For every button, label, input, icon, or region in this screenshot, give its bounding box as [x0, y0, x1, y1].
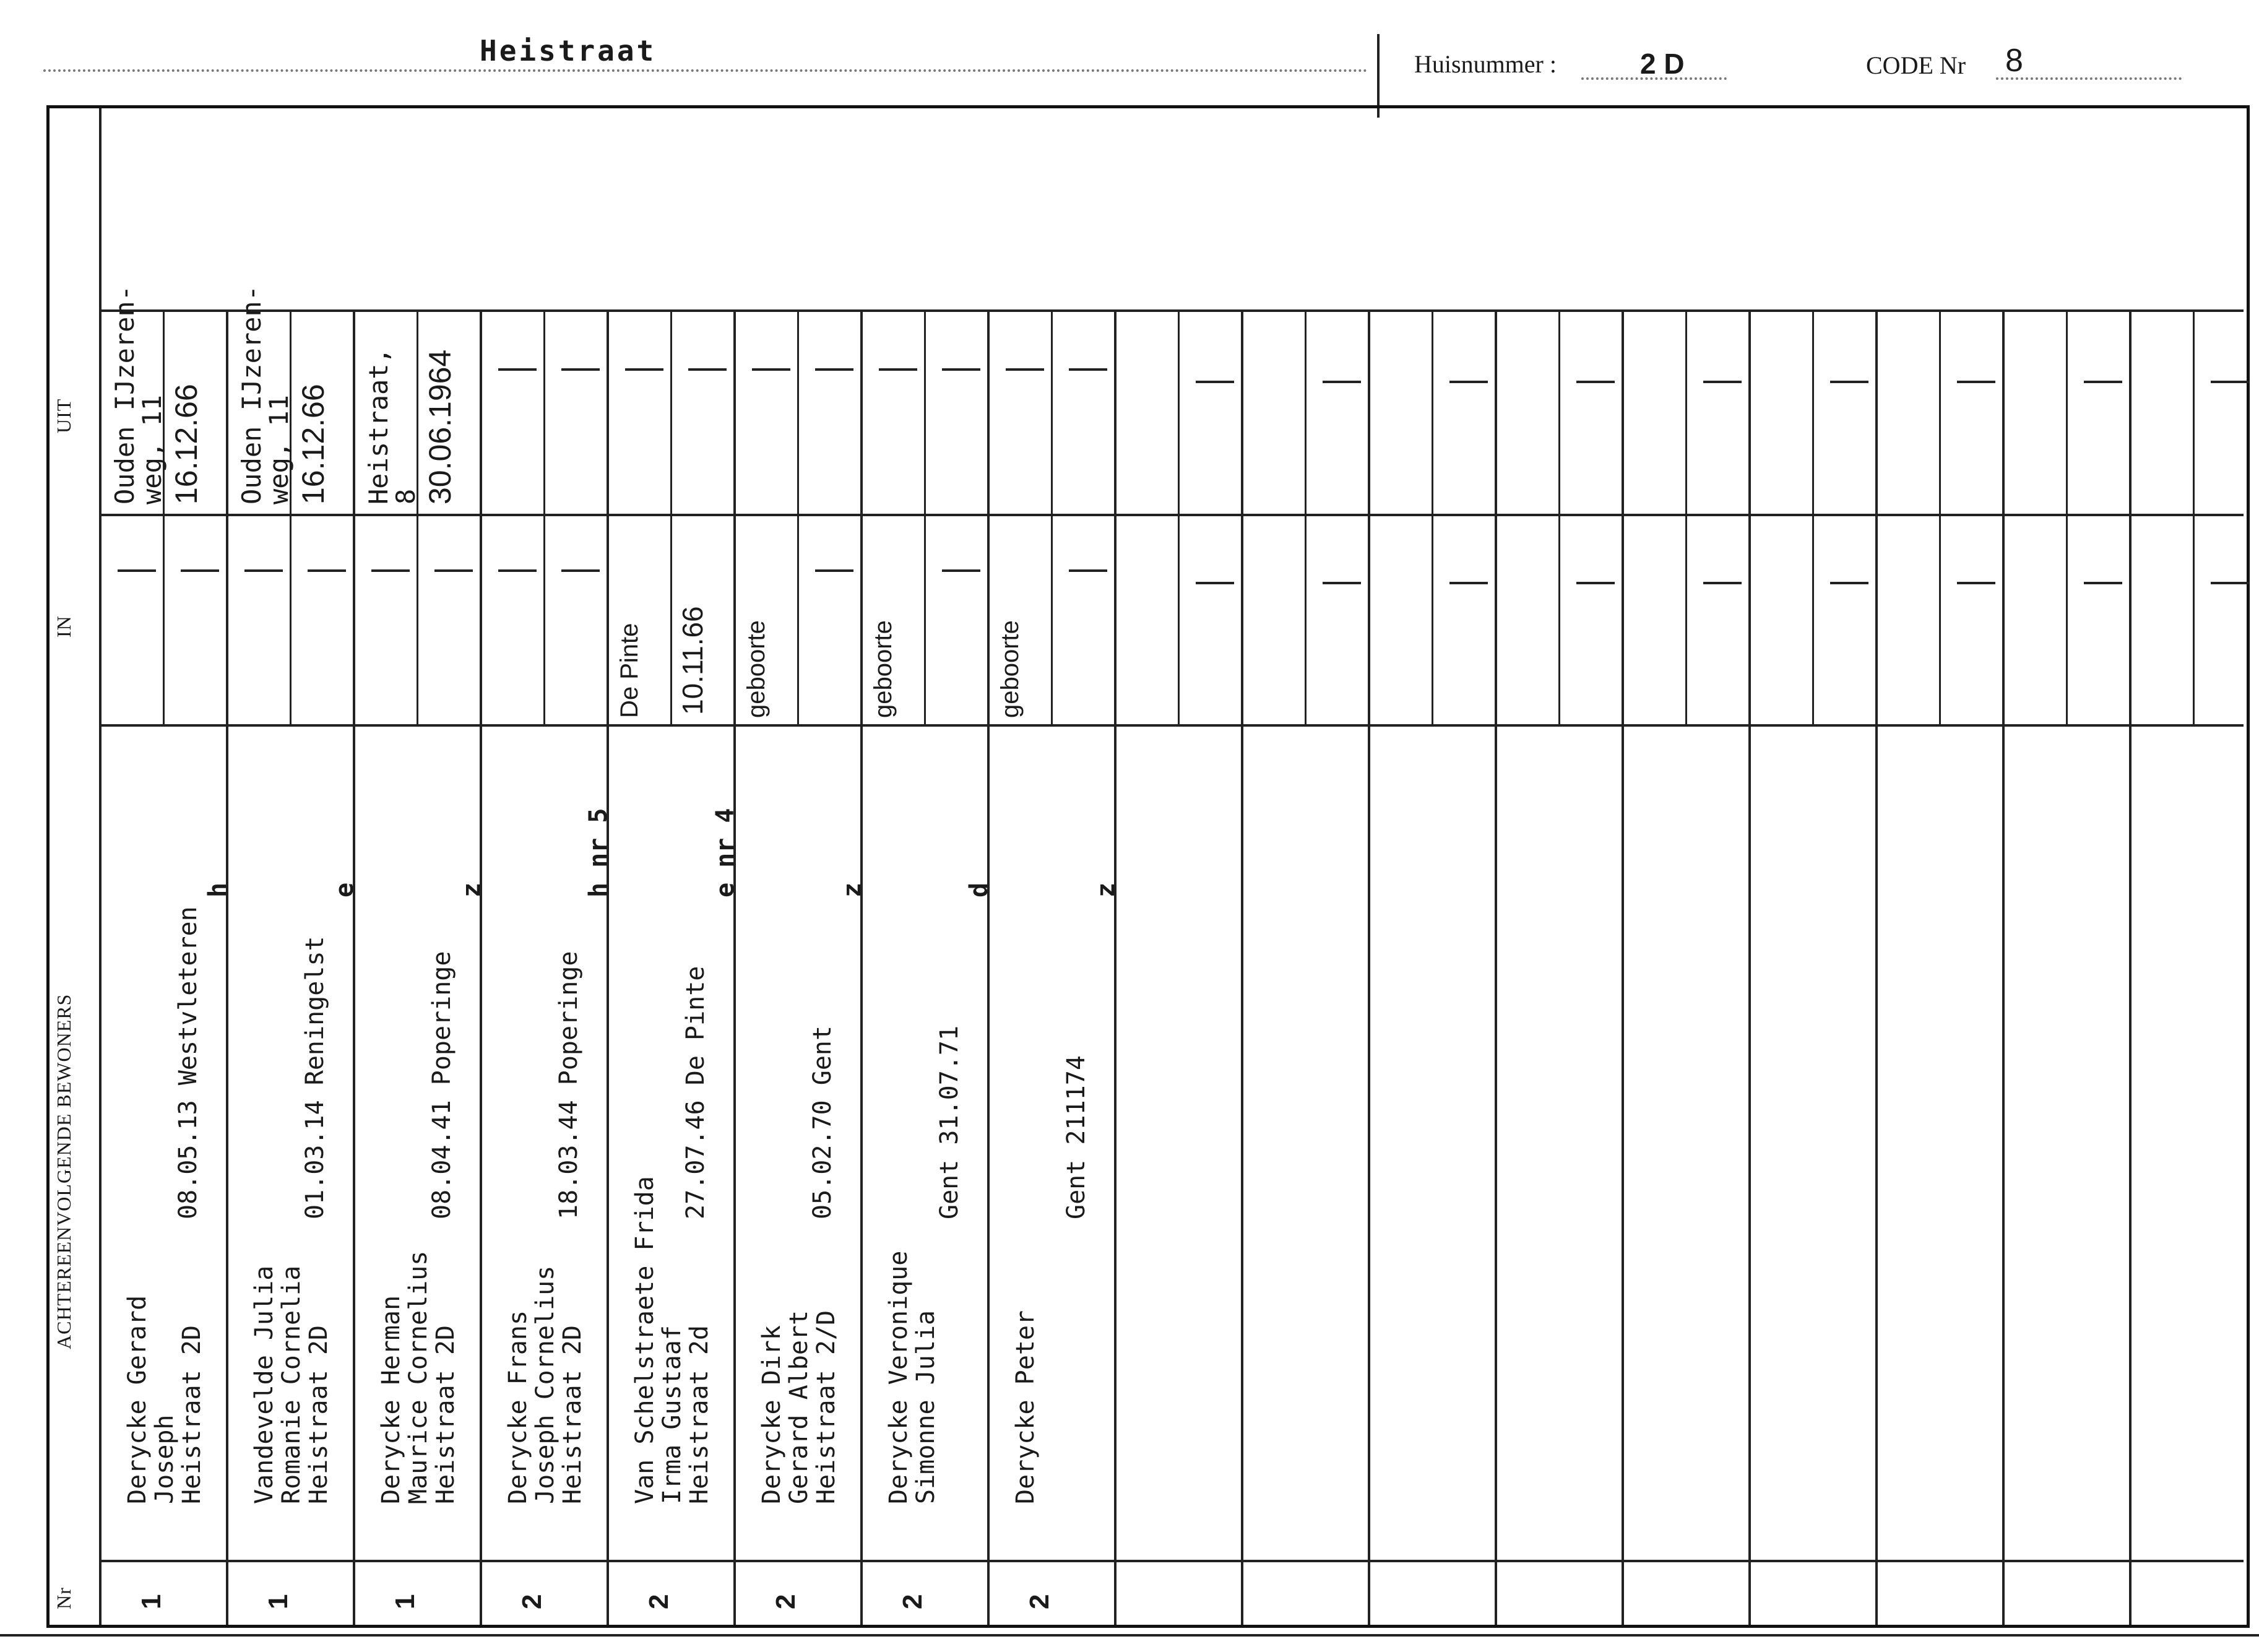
entry-in-place: geboorte: [996, 620, 1024, 718]
entry-in-place: De Pinte: [616, 623, 643, 718]
column-header-in: IN: [53, 615, 75, 638]
entry-in-dash: [561, 569, 600, 572]
section-line-in-bewoners: [99, 724, 2244, 727]
entry-birth: 18.03.44 Poperinge: [555, 951, 583, 1219]
column-divider: [860, 309, 863, 1625]
entry-birth: 01.03.14 Reningelst: [301, 936, 329, 1219]
empty-in-dash: [1576, 582, 1615, 584]
empty-uit-dash: [1576, 381, 1615, 383]
entry-relation: h: [204, 882, 232, 897]
empty-uit-dash: [1703, 381, 1742, 383]
empty-in-dash: [1830, 582, 1868, 584]
entry-birth: 27.07.46 De Pinte: [681, 966, 710, 1219]
entry-uit-dash: [1069, 368, 1107, 371]
entry-in-dash: [244, 569, 283, 572]
entry-birth: 08.04.41 Poperinge: [428, 951, 456, 1219]
empty-in-dash: [1957, 582, 1995, 584]
entry-birth: Gent 211174: [1062, 1055, 1091, 1219]
column-header-nr: Nr: [53, 1587, 75, 1609]
entry-uit-place: Ouden IJzeren- weg, 11: [236, 285, 294, 504]
column-divider: [1748, 309, 1751, 1625]
entry-uit-dash: [688, 368, 727, 371]
column-divider: [1495, 309, 1497, 1625]
entry-number: 1: [390, 1594, 420, 1609]
half-column-divider: [1558, 309, 1560, 724]
code-value: 8: [2005, 43, 2023, 79]
entry-number: 2: [517, 1594, 547, 1609]
half-column-divider: [1812, 309, 1814, 724]
entry-relation: z: [838, 882, 866, 897]
entry-uit-dash: [752, 368, 790, 371]
entry-number: 2: [771, 1594, 801, 1609]
entry-number: 2: [1024, 1594, 1055, 1609]
entry-uit-place: Heistraat, 8: [363, 348, 421, 504]
entry-in-place: geboorte: [743, 620, 770, 718]
entry-birth: 08.05.13 Westvleteren: [174, 906, 202, 1219]
column-header-bewoners: ACHTEREENVOLGENDE BEWONERS: [53, 993, 75, 1349]
entry-relation: z: [457, 882, 486, 897]
empty-uit-dash: [1449, 381, 1488, 383]
entry-birth: 05.02.70 Gent: [808, 1025, 837, 1219]
entry-name: Van Schelstraete Frida Irma Gustaaf Heistraat 2d: [631, 1176, 714, 1504]
half-column-divider: [1051, 309, 1053, 724]
header-column-divider: [99, 108, 102, 1625]
entry-uit-dash: [815, 368, 853, 371]
section-line-uit-in: [99, 514, 2244, 516]
empty-uit-dash: [1196, 381, 1234, 383]
huisnummer-value: 2 D: [1640, 48, 1685, 80]
empty-uit-dash: [2211, 381, 2249, 383]
entry-in-dash: [371, 569, 410, 572]
street-underline: [43, 69, 1368, 72]
column-divider: [733, 309, 736, 1625]
entry-name: Derycke Veronique Simonne Julia: [884, 1250, 940, 1504]
entry-name: Derycke Herman Maurice Cornelius Heistraat 2D: [377, 1250, 460, 1504]
column-divider: [480, 309, 482, 1625]
entry-in-dash: [308, 569, 346, 572]
entry-uit-date: 30.06.1964: [423, 349, 457, 504]
half-column-divider: [1685, 309, 1687, 724]
column-divider: [1241, 309, 1243, 1625]
half-column-divider: [670, 309, 672, 724]
entry-in-dash: [1069, 569, 1107, 572]
entry-name: Derycke Gerard Joseph Heistraat 2D: [123, 1295, 206, 1504]
entry-birth: Gent 31.07.71: [935, 1025, 964, 1219]
entry-in-dash: [498, 569, 537, 572]
entry-uit-dash: [625, 368, 663, 371]
half-column-divider: [1305, 309, 1307, 724]
entry-name: Derycke Frans Joseph Cornelius Heistraat 2D: [504, 1265, 587, 1504]
column-divider: [1875, 309, 1878, 1625]
half-column-divider: [2066, 309, 2068, 724]
half-column-divider: [1432, 309, 1433, 724]
empty-in-dash: [2084, 582, 2122, 584]
half-column-divider: [1939, 309, 1941, 724]
empty-in-dash: [1449, 582, 1488, 584]
column-header-uit: UIT: [53, 398, 75, 433]
entry-relation: d: [965, 882, 993, 897]
code-underline: [1996, 77, 2182, 80]
section-line-bewoners-nr: [99, 1560, 2244, 1562]
empty-in-dash: [1196, 582, 1234, 584]
entry-uit-date: 16.12.66: [169, 384, 204, 504]
empty-uit-dash: [2084, 381, 2122, 383]
entry-in-dash: [942, 569, 980, 572]
empty-uit-dash: [1830, 381, 1868, 383]
half-column-divider: [543, 309, 545, 724]
entry-uit-place: Ouden IJzeren- weg, 11: [110, 285, 167, 504]
entry-relation: e nr 4: [711, 808, 740, 897]
entry-uit-dash: [879, 368, 917, 371]
column-divider: [353, 309, 355, 1625]
half-column-divider: [1178, 309, 1180, 724]
entry-in-dash: [181, 569, 219, 572]
code-label: CODE Nr: [1866, 51, 1966, 79]
column-divider: [1114, 309, 1117, 1625]
entry-name: Derycke Peter: [1011, 1310, 1040, 1504]
column-divider: [607, 309, 609, 1625]
entry-number: 2: [644, 1594, 674, 1609]
entry-uit-dash: [498, 368, 537, 371]
entry-in-dash: [434, 569, 473, 572]
entry-name: Derycke Dirk Gerard Albert Heistraat 2/D: [758, 1310, 840, 1504]
empty-in-dash: [2211, 582, 2249, 584]
half-column-divider: [924, 309, 926, 724]
entry-number: 2: [897, 1594, 928, 1609]
entry-relation: e: [330, 882, 359, 897]
entry-number: 1: [263, 1594, 293, 1609]
entry-uit-dash: [942, 368, 980, 371]
entry-in-date: 10.11.66: [676, 606, 709, 715]
empty-uit-dash: [1957, 381, 1995, 383]
empty-in-dash: [1323, 582, 1361, 584]
entry-in-place: geboorte: [870, 620, 897, 718]
header-rule: [0, 1634, 2259, 1637]
entry-in-dash: [118, 569, 156, 572]
huisnummer-label: Huisnummer :: [1414, 50, 1557, 78]
column-divider: [1622, 309, 1624, 1625]
column-divider: [2129, 309, 2132, 1625]
empty-uit-dash: [1323, 381, 1361, 383]
entry-uit-date: 16.12.66: [296, 384, 330, 504]
section-line-top: [99, 309, 2244, 312]
entry-name: Vandevelde Julia Romanie Cornelia Heistraat 2D: [250, 1265, 333, 1504]
half-column-divider: [2193, 309, 2195, 724]
column-divider: [1368, 309, 1370, 1625]
entry-uit-dash: [1006, 368, 1044, 371]
entry-in-dash: [815, 569, 853, 572]
half-column-divider: [797, 309, 799, 724]
column-divider: [987, 309, 990, 1625]
entry-relation: z: [1092, 882, 1120, 897]
entry-uit-dash: [561, 368, 600, 371]
empty-in-dash: [1703, 582, 1742, 584]
street-name: Heistraat: [480, 34, 657, 67]
column-divider: [2002, 309, 2005, 1625]
entry-relation: h nr 5: [584, 808, 613, 897]
entry-number: 1: [136, 1594, 166, 1609]
column-divider: [226, 309, 228, 1625]
